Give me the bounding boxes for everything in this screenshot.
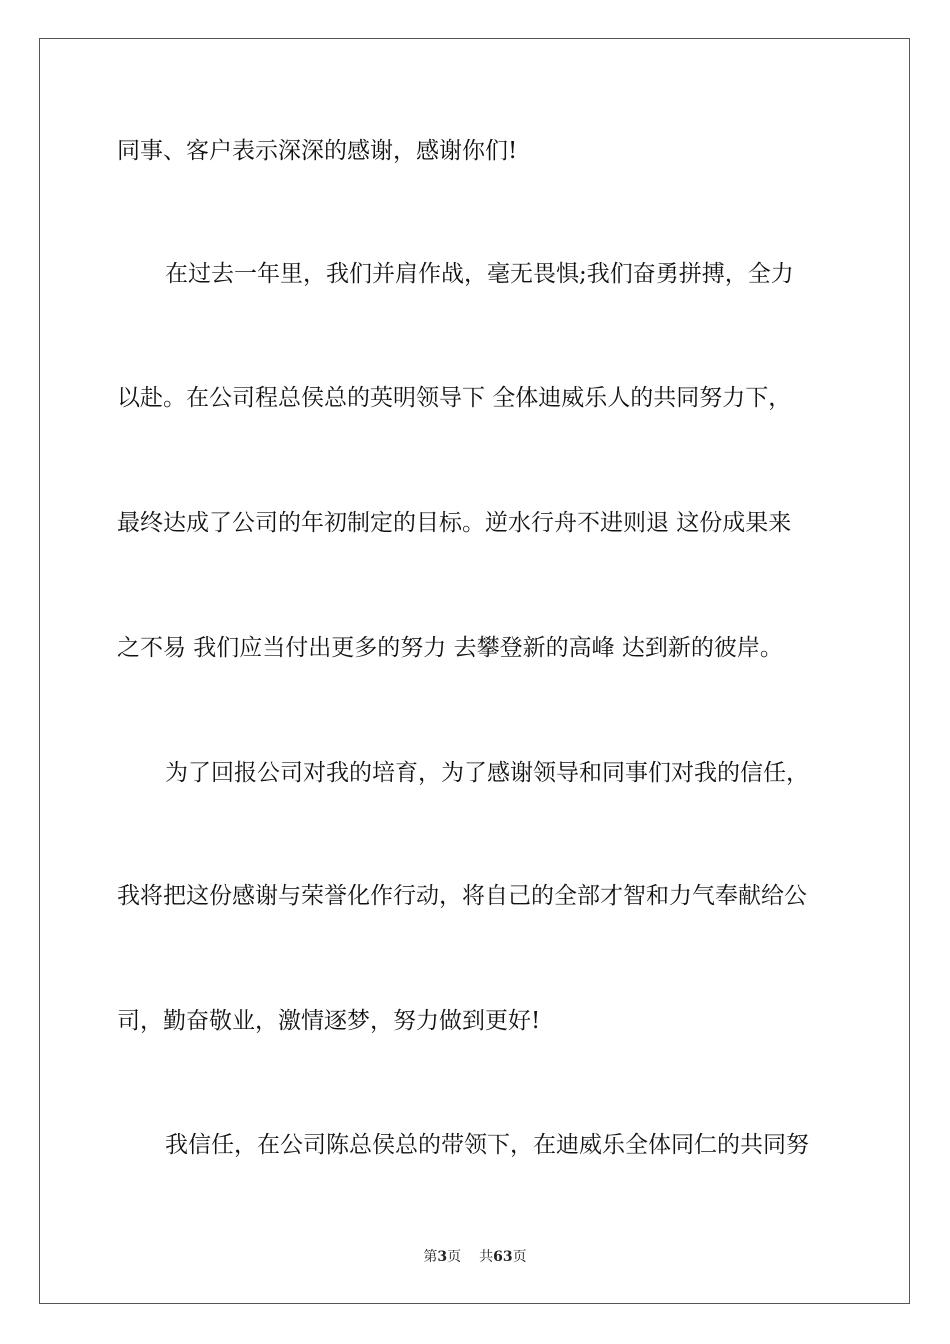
total-pages: 63 [493,1249,513,1265]
text-line: 我信任，在公司陈总侯总的带领下，在迪威乐全体同仁的共同努 [165,1132,809,1158]
text-line: 为了回报公司对我的培育，为了感谢领导和同事们对我的信任， [165,760,809,786]
text-line: 以赴。在公司程总侯总的英明领导下 全体迪威乐人的共同努力下， [117,385,792,411]
text-line: 同事、客户表示深深的感谢，感谢你们! [117,138,518,164]
total-suffix: 页 [512,1249,527,1265]
page-footer [0,1247,950,1267]
page-suffix: 页 [447,1249,462,1265]
page-border [39,38,910,1304]
page-prefix: 第 [423,1249,438,1265]
page-number: 3 [437,1249,448,1265]
text-line: 在过去一年里，我们并肩作战，毫无畏惧;我们奋勇拼搏，全力 [165,261,794,287]
text-line: 之不易 我们应当付出更多的努力 去攀登新的高峰 达到新的彼岸。 [117,635,783,661]
text-line: 我将把这份感谢与荣誉化作行动，将自己的全部才智和力气奉献给公 [117,883,807,909]
text-line: 司，勤奋敬业，激情逐梦，努力做到更好! [117,1008,541,1034]
text-line: 最终达成了公司的年初制定的目标。逆水行舟不进则退 这份成果来 [117,510,792,536]
total-prefix: 共 [479,1249,494,1265]
